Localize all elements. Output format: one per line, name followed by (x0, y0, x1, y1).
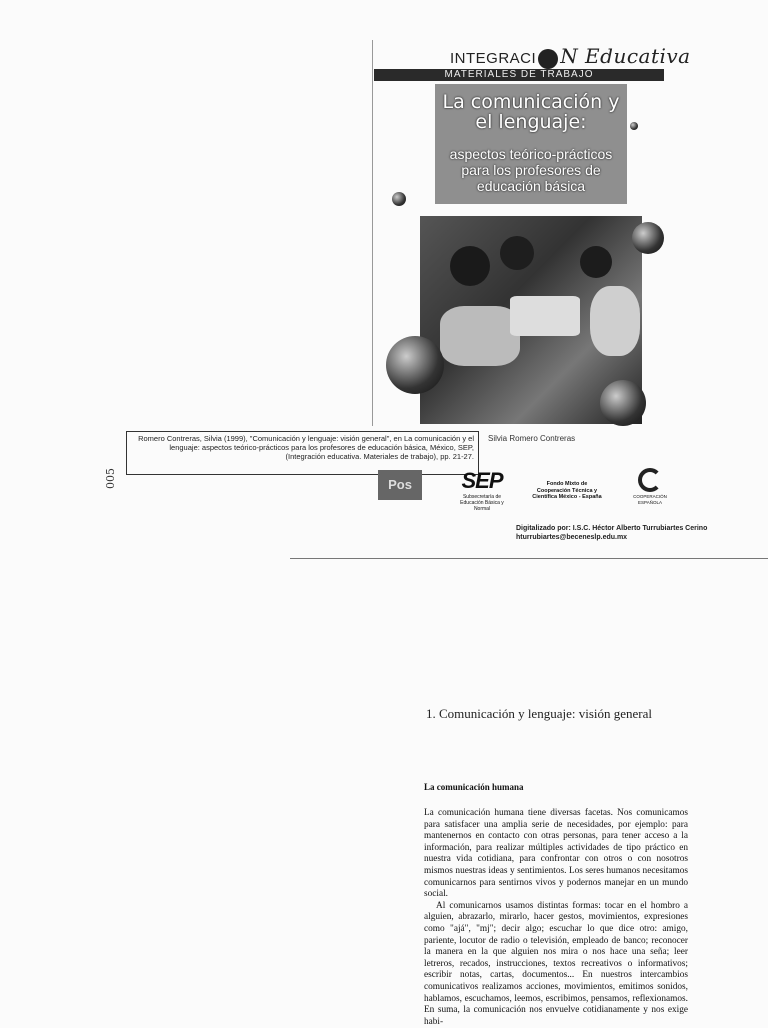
section-heading: La comunicación humana (424, 782, 524, 792)
article-body (424, 808, 688, 1028)
cover-author: Silvia Romero Contreras (488, 434, 576, 443)
chapter-heading: 1. Comunicación y lenguaje: visión general (426, 706, 652, 721)
series-logo (450, 44, 691, 68)
sep-logo (452, 468, 512, 512)
paragraph: La comunicación humana tiene diversas facetas. Nos comunicamos para satisfacer una amplia serie de necesidades, por ejemplo: para mantenernos en contacto con otras personas, para tener acceso a la información, para realizar múltiples actividades de tipo práctico en nuestra vida cotidiana, para confrontar con otros o con nosotros mismos nuestras ideas y sentimientos. Los seres humanos necesitamos comunicarnos para sentirnos vivos y podernos manejar en un mundo social. (424, 808, 688, 900)
sphere-decoration (630, 122, 638, 130)
series-prefix: INTEGRACI (450, 50, 537, 67)
pos-logo: Pos (378, 470, 422, 500)
sphere-decoration (386, 336, 444, 394)
book-subtitle: aspectos teórico-prácticos para los profesores de educación básica (449, 146, 613, 194)
cooperacion-logo (630, 468, 670, 506)
digitized-credit (516, 524, 707, 542)
sphere-decoration (600, 380, 646, 426)
sep-caption: Subsecretaría de Educación Básica y Normal (460, 494, 504, 512)
digitized-email: hturrubiartes@beceneslp.edu.mx (516, 534, 628, 541)
page-number: 005 (104, 468, 117, 489)
digitized-by: Digitalizado por: I.S.C. Héctor Alberto Turrubiartes Cerino (516, 525, 708, 532)
book-title: La comunicación y el lenguaje: (442, 91, 620, 133)
series-banner: MATERIALES DE TRABAJO (374, 69, 664, 81)
divider (290, 558, 768, 559)
cooperacion-caption: COOPERACIÓN ESPAÑOLA (633, 494, 667, 505)
sep-mark: SEP (461, 468, 503, 493)
paragraph: Al comunicarnos usamos distintas formas: tocar en el hombro a alguien, abrazarlo, mirarlo, hacer gestos, movimientos, expresiones como "ajá", "mj"; decir algo; escuchar lo que dice otro: amigo, pariente, locutor de radio o televisión, empleado de banco; reconocer la manera en la que alguien nos mira o nos hace una seña; leer letreros, recados, instrucciones, textos recreativos o informativos; escribir notas, cartas, documentos... En nuestros intercambios comunicativos realizamos acciones, movimientos, emitimos sonidos, hablamos, escuchamos, leemos, escribimos, pensamos, reflexionamos. En suma, la comunicación nos envuelve cotidianamente y nos exige habi- (424, 900, 688, 1027)
sphere-decoration (632, 222, 664, 254)
series-suffix: N Educativa (560, 44, 691, 68)
sphere-decoration (392, 192, 406, 206)
o-circle-icon (538, 49, 558, 69)
citation-box: Romero Contreras, Silvia (1999), "Comunicación y lenguaje: visión general", en La comunicación y el lenguaje: aspectos teórico-prácticos para los profesores de educación básica, México, SEP, (Integración educativa. Materiales de trabajo), pp. 21-27. (126, 431, 479, 475)
fondo-mixto-label: Fondo Mixto de Cooperación Técnica y Científica México - España (532, 481, 602, 500)
cooperacion-icon (638, 468, 662, 492)
